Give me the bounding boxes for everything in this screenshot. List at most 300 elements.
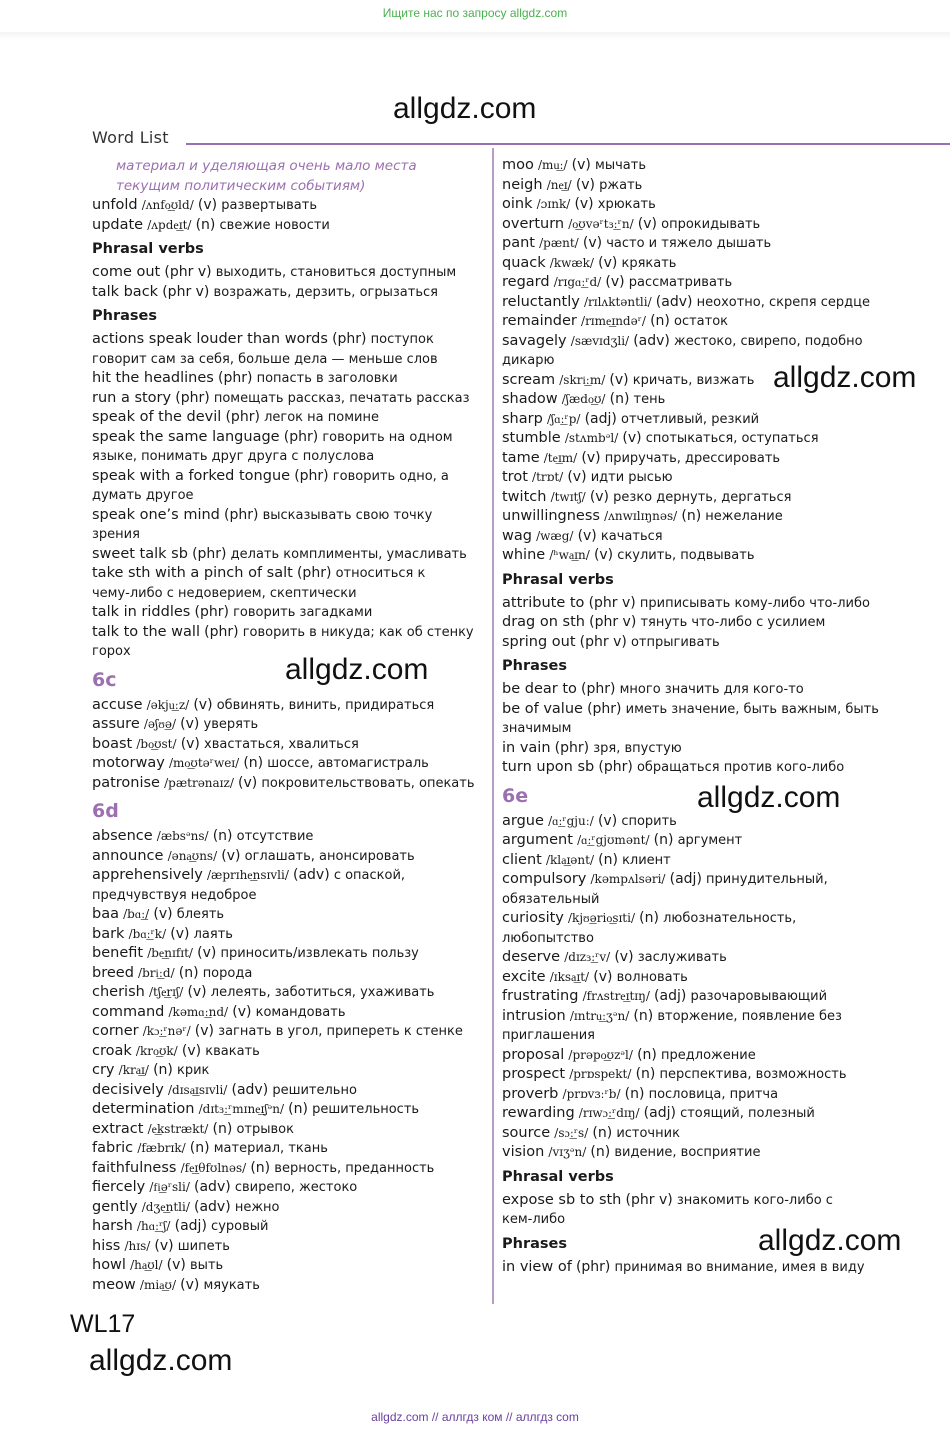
entry-ipa: /frʌstre͟ɪtɪŋ/	[582, 989, 650, 1003]
entry-translation: остаток	[674, 314, 729, 329]
vocab-entry	[502, 831, 942, 851]
entry-ipa: /fæbrɪk/	[137, 1141, 186, 1155]
entry-pos: (v)	[221, 847, 241, 864]
entry-word: vision	[502, 1144, 545, 1160]
entry-ipa: /dɪzɜ͟ːʳv/	[564, 950, 611, 964]
vocab-entry	[92, 603, 487, 623]
entry-word: assure	[92, 716, 140, 732]
vocab-entry	[92, 696, 487, 716]
entry-ipa: /əkju͟ːz/	[146, 697, 190, 712]
entry-pos: (v)	[197, 945, 217, 961]
entry-pos: (phr v)	[579, 633, 627, 650]
watermark: allgdz.com	[773, 361, 917, 394]
vocab-entry	[92, 847, 487, 867]
entry-pos: (n)	[243, 755, 264, 771]
vocab-entry	[92, 774, 487, 794]
entry-word: cherish	[92, 984, 145, 1000]
entry-pos: (v)	[598, 254, 618, 271]
entry-word: argue	[502, 812, 544, 829]
entry-pos: (adv)	[194, 1179, 231, 1195]
entry-ipa: /e͟kstrækt/	[147, 1121, 209, 1136]
entry-translation-cont: говорит сам за себя, больше дела — меньше слов	[92, 351, 438, 367]
entry-word: spring out	[502, 633, 576, 650]
entry-translation: мяукать	[203, 1277, 260, 1293]
entry-translation: квакать	[205, 1043, 260, 1059]
entry-translation: развертывать	[221, 198, 317, 213]
entry-translation: резко дернуть, дергаться	[613, 489, 792, 505]
entry-translation: аргумент	[677, 833, 743, 848]
entry-word: stumble	[502, 430, 561, 446]
vocab-entry	[502, 1065, 942, 1085]
entry-pos: (v)	[197, 197, 218, 213]
entry-word: apprehensively	[92, 867, 203, 883]
vocab-entry	[92, 1022, 487, 1042]
entry-translation: говорить загадками	[233, 605, 373, 620]
entry-translation: любознательность,	[663, 911, 797, 926]
entry-translation: принимая во внимание, имея в виду	[614, 1259, 865, 1275]
entry-pos: (phr)	[294, 467, 329, 484]
section-heading: Phrases	[502, 1235, 567, 1252]
entry-pos: (n)	[592, 1124, 613, 1141]
vocab-entry	[502, 1046, 942, 1066]
vocab-entry	[502, 546, 942, 566]
entry-translation: приносить/извлекать пользу	[220, 946, 419, 961]
entry-pos: (phr)	[224, 506, 259, 523]
entry-pos: (adv)	[231, 1081, 269, 1098]
entry-pos: (phr)	[283, 428, 319, 445]
entry-word: benefit	[92, 945, 144, 961]
entry-translation: легок на помине	[264, 410, 379, 425]
vocab-entry	[502, 254, 942, 274]
entry-pos: (n)	[590, 1144, 611, 1160]
entry-pos: (v)	[187, 984, 207, 1000]
vocab-entry	[502, 758, 942, 778]
vocab-entry	[92, 216, 487, 236]
vocab-entry	[502, 410, 942, 430]
entry-pos: (phr v)	[164, 264, 212, 280]
entry-pos: (phr)	[598, 759, 633, 775]
entry-pos: (adj)	[643, 1105, 676, 1121]
entry-word: be dear to	[502, 681, 577, 697]
vocab-entry	[502, 1124, 942, 1144]
entry-word: reluctantly	[502, 293, 580, 310]
entry-translation: верность, преданность	[274, 1160, 435, 1176]
entry-word: pant	[502, 235, 535, 251]
entry-pos: (n)	[635, 1066, 656, 1082]
vocab-entry	[502, 488, 942, 508]
entry-translation: отчетливый, резкий	[621, 411, 760, 427]
entry-ipa: /mia͟ʊ/	[139, 1277, 176, 1292]
entry-ipa: /ʃædo͟ʊ/	[561, 392, 606, 406]
vocab-entry	[502, 1191, 942, 1230]
entry-pos: (n)	[598, 851, 618, 868]
entry-translation: вторжение, появление без	[657, 1008, 842, 1024]
entry-ipa: /dʒe͟ntli/	[141, 1199, 190, 1214]
note-line: текущим политическим событиям)	[116, 178, 366, 194]
entry-translation: возражать, дерзить, огрызаться	[213, 284, 438, 300]
entry-ipa: /te͟ɪm/	[543, 450, 578, 465]
entry-word: actions speak louder than words	[92, 331, 328, 347]
entry-ipa: /kɔ͟ːʳnəʳ/	[142, 1024, 191, 1038]
entry-translation: высказывать свою точку	[262, 507, 433, 523]
entry-translation: опрокидывать	[661, 216, 761, 232]
entry-translation: делать комплименты, умасливать	[230, 546, 467, 562]
entry-ipa: /kəmɑ͟ːnd/	[168, 1004, 229, 1019]
entry-ipa: /fi͟əʳsli/	[149, 1180, 190, 1194]
entry-word: take sth with a pinch of salt	[92, 565, 293, 581]
vocab-entry	[92, 1256, 487, 1276]
vocab-entry	[502, 332, 942, 371]
entry-ipa: /kro͟ʊk/	[135, 1043, 178, 1058]
vocab-entry	[502, 812, 942, 832]
entry-pos: (n)	[609, 391, 630, 407]
entry-word: remainder	[502, 313, 577, 329]
unit-heading: 6d	[92, 800, 119, 822]
entry-translation: порода	[202, 965, 253, 981]
entry-ipa: /ɑ͟ːʳgjʊmənt/	[577, 833, 650, 847]
entry-word: motorway	[92, 755, 165, 771]
entry-translation: свирепо, жестоко	[234, 1180, 358, 1195]
entry-translation: видение, восприятие	[614, 1145, 761, 1160]
entry-pos: (v)	[181, 1042, 202, 1059]
footer-links: allgdz.com // аллгдз ком // аллгдз com	[371, 1410, 579, 1424]
vocab-entry	[502, 851, 942, 871]
entry-translation-cont: языке, понимать друг друга с полуслова	[92, 449, 375, 464]
entry-ipa: /rɪgɑ͟ːʳd/	[553, 275, 602, 289]
entry-pos: (phr)	[332, 331, 367, 347]
entry-word: extract	[92, 1120, 144, 1137]
entry-translation: предложение	[661, 1047, 756, 1063]
left-column	[92, 156, 487, 1295]
entry-ipa: /ʰwa͟ɪn/	[549, 548, 590, 562]
watermark: allgdz.com	[393, 92, 537, 125]
entry-translation: говорить на одном	[322, 429, 453, 445]
entry-pos: (adj)	[584, 410, 617, 427]
entry-pos: (n)	[288, 1101, 308, 1117]
vocab-entry	[502, 987, 942, 1007]
vocab-entry	[92, 1217, 487, 1237]
entry-ipa: /kra͟ɪ/	[118, 1063, 149, 1077]
entry-word: proverb	[502, 1085, 559, 1102]
entry-translation: принудительный,	[706, 872, 828, 887]
entry-pos: (phr)	[194, 604, 229, 620]
vocab-entry	[92, 196, 487, 216]
entry-translation: загнать в угол, припереть к стенке	[218, 1024, 463, 1039]
vocab-entry	[92, 545, 487, 565]
entry-word: client	[502, 851, 542, 868]
vocab-entry	[502, 870, 942, 909]
watermark: allgdz.com	[697, 781, 841, 814]
entry-translation: приручать, дрессировать	[604, 450, 781, 466]
vocab-entry	[92, 944, 487, 964]
entry-word: unfold	[92, 197, 138, 213]
vocab-entry	[92, 1081, 487, 1101]
entry-word: howl	[92, 1257, 126, 1273]
page-number: WL17	[70, 1310, 136, 1338]
entry-pos: (n)	[250, 1159, 271, 1176]
entry-translation: клиент	[622, 852, 671, 868]
entry-pos: (phr)	[587, 700, 622, 717]
entry-word: frustrating	[502, 988, 579, 1004]
entry-pos: (v)	[574, 196, 594, 212]
vocab-entry	[502, 633, 942, 653]
entry-translation: уверять	[203, 717, 259, 732]
entry-ipa: /hɑ͟ːʳʃ/	[136, 1219, 171, 1233]
entry-word: be of value	[502, 700, 583, 717]
vocab-entry	[502, 613, 942, 633]
entry-translation: лелеять, заботиться, ухаживать	[210, 985, 435, 1000]
entry-word: speak one’s mind	[92, 506, 220, 523]
entry-translation: много значить для кого-то	[619, 682, 804, 697]
entry-ipa: /ɪntru͟ːʒᵊn/	[569, 1008, 630, 1023]
entry-word: harsh	[92, 1218, 133, 1234]
entry-word: patronise	[92, 774, 160, 791]
entry-word: oink	[502, 196, 533, 212]
entry-word: drag on sth	[502, 614, 585, 630]
entry-ipa: /ʌpde͟ɪt/	[147, 217, 192, 232]
entry-word: prospect	[502, 1066, 566, 1082]
vocab-entry	[502, 215, 942, 235]
vocab-entry	[92, 1139, 487, 1159]
entry-ipa: /bɑ͟ː/	[123, 907, 150, 921]
entry-ipa: /ɑ͟ːʳgjuː/	[548, 813, 594, 828]
entry-word: accuse	[92, 696, 143, 713]
entry-word: talk back	[92, 283, 159, 300]
entry-ipa: /rɪlʌktəntli/	[583, 294, 652, 309]
entry-ipa: /prəpo͟ʊzᵊl/	[568, 1047, 633, 1062]
entry-translation: разочаровывающий	[690, 989, 828, 1004]
entry-translation: иметь значение, быть важным, быть	[625, 701, 879, 717]
vocab-entry	[92, 506, 487, 545]
entry-word: overturn	[502, 215, 565, 232]
entry-word: sharp	[502, 410, 543, 427]
entry-ipa: /æbsᵊns/	[156, 829, 209, 843]
entry-translation: выть	[190, 1258, 224, 1273]
entry-ipa: /bo͟ʊst/	[136, 736, 177, 751]
section-heading: Phrasal verbs	[502, 1168, 614, 1185]
entry-translation: заслуживать	[637, 950, 727, 965]
entry-pos: (phr)	[217, 370, 253, 386]
entry-word: speak the same language	[92, 428, 280, 445]
entry-word: corner	[92, 1023, 139, 1039]
entry-pos: (adv)	[194, 1198, 231, 1215]
entry-ipa: /ʌnfo͟ʊld/	[141, 198, 194, 212]
entry-pos: (v)	[180, 735, 200, 752]
entry-pos: (n)	[153, 1062, 173, 1078]
entry-pos: (n)	[189, 1140, 210, 1156]
entry-ipa: /æprɪhe͟nsɪvli/	[207, 868, 289, 882]
vocab-entry	[92, 964, 487, 984]
entry-ipa: /dɪtɜ͟ːʳmɪne͟ɪʃᵊn/	[198, 1102, 285, 1116]
entry-ipa: /pænt/	[539, 236, 579, 250]
vocab-entry	[92, 330, 487, 369]
entry-word: baa	[92, 906, 119, 922]
vocab-entry	[92, 983, 487, 1003]
entry-word: fabric	[92, 1140, 134, 1156]
entry-pos: (n)	[178, 964, 199, 981]
entry-translation: неохотно, скрепя сердце	[696, 294, 870, 310]
section-heading: Phrasal verbs	[92, 241, 204, 257]
vocab-entry	[92, 389, 487, 409]
entry-ipa: /pætrənaɪz/	[164, 775, 234, 790]
entry-word: croak	[92, 1042, 132, 1059]
entry-word: twitch	[502, 488, 547, 505]
entry-pos: (v)	[153, 906, 173, 922]
entry-ipa: /prɒspekt/	[569, 1067, 632, 1081]
entry-pos: (v)	[166, 1257, 186, 1273]
entry-word: talk in riddles	[92, 604, 191, 620]
entry-ipa: /skri͟ːm/	[559, 372, 606, 387]
entry-pos: (phr)	[581, 681, 616, 697]
vocab-entry	[502, 429, 942, 449]
entry-pos: (v)	[567, 469, 587, 485]
entry-translation-cont: дикарю	[502, 353, 555, 368]
entry-pos: (v)	[154, 1237, 174, 1254]
entry-translation-cont: думать другое	[92, 488, 194, 503]
vocab-entry	[92, 754, 487, 774]
entry-translation: скулить, подвывать	[617, 548, 755, 563]
section-heading: Phrasal verbs	[502, 571, 614, 588]
entry-translation: шоссе, автомагистраль	[267, 756, 429, 771]
entry-word: argument	[502, 832, 573, 848]
note-line: материал и уделяющая очень мало места	[116, 158, 417, 174]
vocab-entry	[92, 1061, 487, 1081]
entry-pos: (phr)	[575, 1258, 611, 1275]
vocab-entry	[92, 1003, 487, 1023]
entry-pos: (v)	[589, 488, 610, 505]
entry-pos: (n)	[624, 1085, 645, 1102]
top-banner: Ищите нас по запросу allgdz.com	[382, 6, 568, 20]
entry-ipa: /o͟ʊvəʳtɜ͟ːʳn/	[568, 216, 634, 231]
entry-word: fiercely	[92, 1179, 146, 1195]
entry-pos: (n)	[681, 508, 702, 524]
entry-pos: (v)	[575, 176, 596, 193]
entry-translation: знакомить кого-либо с	[676, 1192, 833, 1208]
entry-translation: поступок	[370, 332, 434, 347]
vocab-entry	[502, 948, 942, 968]
entry-translation-cont: чему-либо с недоверием, скептически	[92, 585, 357, 601]
vocab-entry	[502, 1143, 942, 1163]
entry-ipa: /sævɪdʒli/	[570, 333, 630, 348]
entry-ipa: /əʃʊ͟ə/	[143, 717, 177, 731]
vocab-entry	[502, 273, 942, 293]
entry-ipa: /ɔɪnk/	[536, 197, 571, 211]
entry-translation-cont: обязательный	[502, 891, 600, 907]
header-rule	[186, 143, 950, 145]
entry-translation: источник	[616, 1125, 680, 1141]
entry-translation: командовать	[255, 1004, 346, 1020]
entry-word: cry	[92, 1062, 115, 1078]
entry-translation: отрывок	[236, 1121, 294, 1137]
entry-translation: хвастаться, хвалиться	[204, 736, 359, 752]
entry-ipa: /ɪksa͟ɪt/	[549, 969, 590, 984]
entry-translation: ржать	[599, 177, 643, 193]
entry-ipa: /dɪsa͟ɪsɪvli/	[167, 1082, 228, 1097]
entry-translation: говорить в никуда; как об стенку	[242, 624, 474, 640]
vocab-entry	[92, 369, 487, 389]
vocab-entry	[92, 1276, 487, 1296]
entry-translation: крик	[177, 1063, 210, 1078]
entry-translation-cont: любопытство	[502, 930, 594, 946]
entry-ipa: /ne͟ɪ/	[546, 177, 572, 192]
vocab-entry	[92, 1120, 487, 1140]
right-column	[502, 156, 942, 1277]
vocab-entry	[92, 564, 487, 603]
entry-pos: (v)	[180, 716, 200, 732]
vocab-entry	[92, 715, 487, 735]
entry-translation-cont: значимым	[502, 721, 572, 736]
entry-word: update	[92, 216, 144, 233]
entry-translation-cont: зрения	[92, 527, 140, 542]
vocab-entry	[502, 293, 942, 313]
vocab-entry	[92, 1237, 487, 1257]
entry-word: talk to the wall	[92, 623, 200, 640]
entry-word: rewarding	[502, 1105, 575, 1121]
vocab-entry	[502, 312, 942, 332]
vocab-entry	[502, 700, 942, 739]
entry-pos: (n)	[195, 216, 216, 233]
entry-word: moo	[502, 157, 534, 173]
entry-word: command	[92, 1003, 165, 1020]
entry-translation: крякать	[621, 255, 677, 271]
vocab-entry	[502, 176, 942, 196]
entry-translation: спорить	[621, 813, 677, 829]
entry-translation: зря, впустую	[593, 740, 682, 756]
entry-ipa: /kla͟ɪənt/	[545, 852, 594, 867]
entry-ipa: /rɪme͟ɪndəʳ/	[581, 314, 646, 328]
entry-word: come out	[92, 264, 161, 280]
unit-heading: 6c	[92, 668, 117, 691]
entry-translation-cont: приглашения	[502, 1028, 595, 1043]
entry-pos: (phr)	[204, 623, 239, 640]
entry-pos: (v)	[614, 949, 634, 965]
entry-pos: (v)	[180, 1276, 200, 1293]
entry-word: hiss	[92, 1237, 121, 1254]
entry-word: speak with a forked tongue	[92, 467, 291, 484]
section-heading: Phrases	[92, 308, 157, 324]
entry-word: excite	[502, 968, 546, 985]
entry-ipa: /mu͟ː/	[538, 158, 568, 172]
entry-pos: (adv)	[655, 293, 693, 310]
entry-word: tame	[502, 449, 540, 466]
entry-translation: спотыкаться, оступаться	[645, 431, 819, 446]
entry-pos: (v)	[622, 430, 642, 446]
entry-translation: часто и тяжело дышать	[606, 236, 772, 251]
vocab-entry	[502, 195, 942, 215]
entry-pos: (v)	[605, 274, 625, 290]
entry-ipa: /mo͟ʊtəʳweɪ/	[168, 756, 240, 770]
entry-pos: (n)	[653, 832, 674, 848]
entry-translation: оглашать, анонсировать	[244, 848, 415, 864]
entry-translation-cont: кем-либо	[502, 1212, 566, 1227]
entry-word: compulsory	[502, 871, 587, 887]
vocab-entry	[92, 283, 487, 303]
entry-translation: нежелание	[705, 509, 783, 524]
entry-word: unwillingness	[502, 508, 600, 524]
watermark: allgdz.com	[89, 1344, 233, 1377]
entry-ipa: /ha͟ʊl/	[130, 1258, 163, 1272]
entry-pos: (adj)	[669, 871, 702, 887]
note-text	[92, 156, 487, 196]
entry-word: meow	[92, 1276, 136, 1293]
entry-translation: обвинять, винить, придираться	[216, 697, 435, 713]
vocab-entry	[502, 156, 942, 176]
entry-translation: отсутствие	[236, 829, 314, 844]
entry-pos: (v)	[170, 925, 190, 942]
entry-pos: (v)	[597, 812, 618, 829]
entry-word: intrusion	[502, 1007, 566, 1024]
entry-translation: рассматривать	[628, 275, 733, 290]
